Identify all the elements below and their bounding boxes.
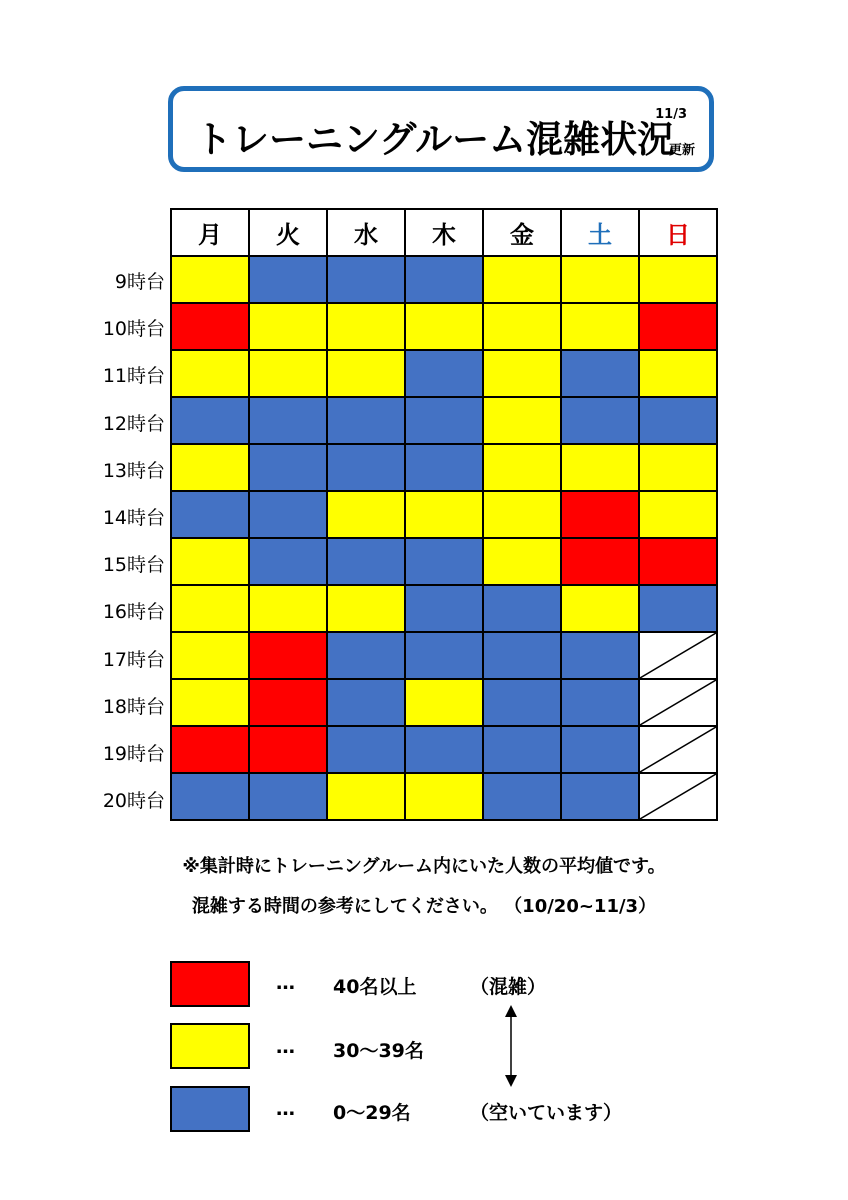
schedule-cell xyxy=(328,351,406,398)
schedule-cell xyxy=(640,492,718,539)
legend-swatch-red xyxy=(170,961,250,1007)
schedule-cell xyxy=(640,445,718,492)
schedule-cell xyxy=(172,398,250,445)
legend-swatch-blue xyxy=(170,1086,250,1132)
schedule-cell xyxy=(406,774,484,821)
schedule-cell xyxy=(640,586,718,633)
page-title: トレーニングルーム混雑状況 xyxy=(195,118,675,161)
schedule-cell xyxy=(562,398,640,445)
hour-label: 9時台 xyxy=(114,271,165,294)
schedule-cell xyxy=(484,586,562,633)
schedule-cell xyxy=(562,727,640,774)
day-header-fri: 金 xyxy=(484,210,562,257)
legend-dots: … xyxy=(276,1098,295,1120)
day-header-sat: 土 xyxy=(562,210,640,257)
hour-label: 11時台 xyxy=(102,365,165,388)
schedule-cell xyxy=(406,398,484,445)
day-header-wed: 水 xyxy=(328,210,406,257)
schedule-cell xyxy=(328,633,406,680)
schedule-cell xyxy=(250,445,328,492)
legend-dots: … xyxy=(276,972,295,994)
schedule-cell xyxy=(172,445,250,492)
hour-label: 12時台 xyxy=(102,412,165,435)
schedule-cell xyxy=(484,774,562,821)
schedule-cell xyxy=(172,257,250,304)
legend-label-red: 40名以上 xyxy=(333,976,417,998)
schedule-cell xyxy=(484,398,562,445)
schedule-cell xyxy=(640,633,718,680)
not-applicable-slash-icon xyxy=(640,633,716,678)
schedule-cell xyxy=(250,351,328,398)
schedule-cell xyxy=(172,586,250,633)
schedule-cell xyxy=(640,539,718,586)
schedule-cell xyxy=(640,680,718,727)
schedule-cell xyxy=(172,304,250,351)
schedule-cell xyxy=(640,398,718,445)
schedule-cell xyxy=(484,351,562,398)
schedule-cell xyxy=(328,774,406,821)
schedule-cell xyxy=(562,774,640,821)
hour-label: 19時台 xyxy=(102,742,165,765)
schedule-cell xyxy=(250,680,328,727)
hour-label: 17時台 xyxy=(102,648,165,671)
schedule-cell xyxy=(172,727,250,774)
schedule-cell xyxy=(484,304,562,351)
schedule-cell xyxy=(640,304,718,351)
schedule-cell xyxy=(562,257,640,304)
schedule-cell xyxy=(328,304,406,351)
schedule-cell xyxy=(328,539,406,586)
schedule-cell xyxy=(328,492,406,539)
schedule-cell xyxy=(406,257,484,304)
note-line-1: ※集計時にトレーニングルーム内にいた人数の平均値です。 xyxy=(182,856,666,877)
schedule-cell xyxy=(172,351,250,398)
schedule-cell xyxy=(172,774,250,821)
schedule-cell xyxy=(406,445,484,492)
day-header-mon: 月 xyxy=(172,210,250,257)
schedule-cell xyxy=(562,586,640,633)
schedule-cell xyxy=(484,680,562,727)
schedule-cell xyxy=(250,257,328,304)
update-label: 更新 xyxy=(668,143,695,158)
legend-label-blue: 0～29名 xyxy=(333,1102,411,1124)
schedule-cell xyxy=(406,633,484,680)
schedule-cell xyxy=(328,257,406,304)
schedule-cell xyxy=(406,586,484,633)
schedule-cell xyxy=(562,304,640,351)
schedule-cell xyxy=(484,257,562,304)
schedule-cell xyxy=(562,633,640,680)
legend-swatch-yellow xyxy=(170,1023,250,1069)
legend-label-yellow: 30～39名 xyxy=(333,1040,424,1062)
hour-label: 10時台 xyxy=(102,318,165,341)
schedule-cell xyxy=(328,445,406,492)
day-header-thu: 木 xyxy=(406,210,484,257)
schedule-cell xyxy=(250,727,328,774)
schedule-cell xyxy=(328,398,406,445)
schedule-cell xyxy=(250,586,328,633)
schedule-cell xyxy=(484,445,562,492)
schedule-cell xyxy=(640,351,718,398)
schedule-cell xyxy=(172,539,250,586)
title-box xyxy=(168,86,714,172)
legend-annotation-empty: （空いています） xyxy=(470,1102,623,1124)
hour-label: 20時台 xyxy=(102,790,165,813)
schedule-cell xyxy=(562,680,640,727)
schedule-cell xyxy=(562,539,640,586)
not-applicable-slash-icon xyxy=(640,774,716,819)
not-applicable-slash-icon xyxy=(640,680,716,725)
schedule-cell xyxy=(484,727,562,774)
hour-label: 15時台 xyxy=(102,554,165,577)
schedule-cell xyxy=(640,774,718,821)
schedule-cell xyxy=(250,774,328,821)
schedule-cell xyxy=(484,539,562,586)
not-applicable-slash-icon xyxy=(640,727,716,772)
schedule-cell xyxy=(172,633,250,680)
schedule-cell xyxy=(328,727,406,774)
hour-label: 14時台 xyxy=(102,507,165,530)
hour-label: 16時台 xyxy=(102,601,165,624)
schedule-cell xyxy=(406,351,484,398)
legend-dots: … xyxy=(276,1036,295,1058)
schedule-cell xyxy=(484,633,562,680)
schedule-cell xyxy=(562,445,640,492)
congestion-table xyxy=(170,208,718,821)
schedule-cell xyxy=(250,539,328,586)
hour-labels xyxy=(70,257,165,823)
schedule-cell xyxy=(406,680,484,727)
schedule-cell xyxy=(406,304,484,351)
schedule-cell xyxy=(640,727,718,774)
schedule-cell xyxy=(172,680,250,727)
schedule-cell xyxy=(328,586,406,633)
schedule-cell xyxy=(250,633,328,680)
schedule-cell xyxy=(562,351,640,398)
schedule-cell xyxy=(640,257,718,304)
schedule-cell xyxy=(250,304,328,351)
day-header-sun: 日 xyxy=(640,210,718,257)
note-line-2: 混雑する時間の参考にしてください。 （10/20~11/3） xyxy=(191,896,657,917)
scale-arrow-icon xyxy=(500,1003,522,1089)
schedule-cell xyxy=(406,727,484,774)
schedule-cell xyxy=(406,539,484,586)
hour-label: 13時台 xyxy=(102,459,165,482)
legend-annotation-busy: （混雑） xyxy=(470,976,547,998)
schedule-cell xyxy=(172,492,250,539)
schedule-cell xyxy=(250,492,328,539)
update-date: 11/3 xyxy=(655,107,687,122)
schedule-cell xyxy=(562,492,640,539)
schedule-cell xyxy=(250,398,328,445)
schedule-cell xyxy=(484,492,562,539)
day-header-tue: 火 xyxy=(250,210,328,257)
schedule-cell xyxy=(328,680,406,727)
schedule-cell xyxy=(406,492,484,539)
hour-label: 18時台 xyxy=(102,695,165,718)
